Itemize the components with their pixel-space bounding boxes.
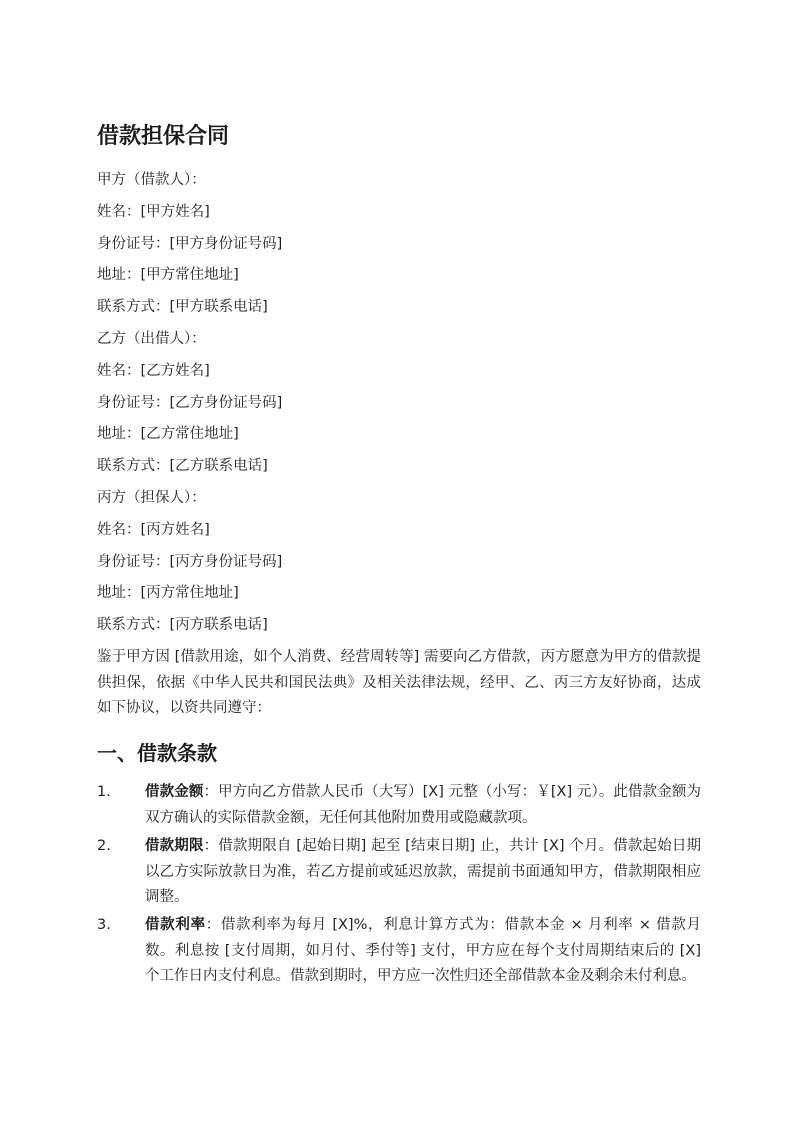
party-c-heading: 丙方（担保人）：: [97, 489, 206, 506]
clause-text: ：借款期限自 [起始日期] 起至 [结束日期] 止，共计 [X] 个月。借款起始日期以乙方实际放款日为准，若乙方提前或延迟放款，需提前书面通知甲方，借款期限相应调整。: [145, 838, 702, 905]
party-c-name: 姓名：[丙方姓名]: [97, 521, 210, 538]
section-heading-loan-terms: 一、借款条款: [97, 741, 217, 765]
party-b-address: 地址：[乙方常住地址]: [97, 426, 239, 443]
intro-paragraph: 鉴于甲方因 [借款用途，如个人消费、经营周转等] 需要向乙方借款，丙方愿意为甲方的借款提供担保，依据《中华人民共和国民法典》及相关法律法规，经甲、乙、丙三方友好协商，达成如下协议，以资共同遵守：: [97, 649, 701, 716]
clause-text: ：借款利率为每月 [X]%，利息计算方式为：借款本金 × 月利率 × 借款月数。利息按 [支付周期，如月付、季付等] 支付，甲方应在每个支付周期结束后的 [X] 个工作日内支付利息。借款到期时，甲方应一次性归还全部借款本金及剩余未付利息。: [145, 917, 701, 984]
clause-loan-amount: [97, 780, 701, 831]
party-c-phone: 联系方式：[丙方联系电话]: [97, 617, 268, 634]
clause-term: 借款期限: [145, 838, 204, 854]
clause-body: [145, 834, 701, 911]
party-a-phone: 联系方式：[甲方联系电话]: [97, 299, 268, 316]
clause-loan-term: [97, 834, 701, 911]
party-c-address: 地址：[丙方常住地址]: [97, 585, 239, 602]
party-a-name: 姓名：[甲方姓名]: [97, 203, 210, 220]
party-b-phone: 联系方式：[乙方联系电话]: [97, 458, 268, 475]
party-b-name: 姓名：[乙方姓名]: [97, 362, 210, 379]
party-a-heading: 甲方（借款人）：: [97, 172, 206, 188]
clause-text: ：甲方向乙方借款人民币（大写）[X] 元整（小写：￥[X] 元）。此借款金额为双方确认的实际借款金额，无任何其他附加费用或隐藏款项。: [145, 784, 701, 826]
clause-body: [145, 913, 701, 990]
document-title: 借款担保合同: [97, 124, 230, 149]
party-c-id: 身份证号：[丙方身份证号码]: [97, 553, 283, 570]
party-a-id: 身份证号：[甲方身份证号码]: [97, 235, 283, 252]
parties-block: [97, 168, 701, 645]
clause-number: 3.: [97, 917, 111, 933]
clause-number: 2.: [97, 838, 111, 854]
clause-interest-rate: [97, 913, 701, 990]
clause-term: 借款金额: [145, 784, 204, 800]
party-b-heading: 乙方（出借人）：: [97, 330, 206, 347]
clause-term: 借款利率: [145, 917, 206, 933]
party-a-address: 地址：[甲方常住地址]: [97, 267, 239, 284]
party-b-id: 身份证号：[乙方身份证号码]: [97, 394, 283, 411]
clause-number: 1.: [97, 784, 111, 800]
clause-body: [145, 780, 701, 831]
